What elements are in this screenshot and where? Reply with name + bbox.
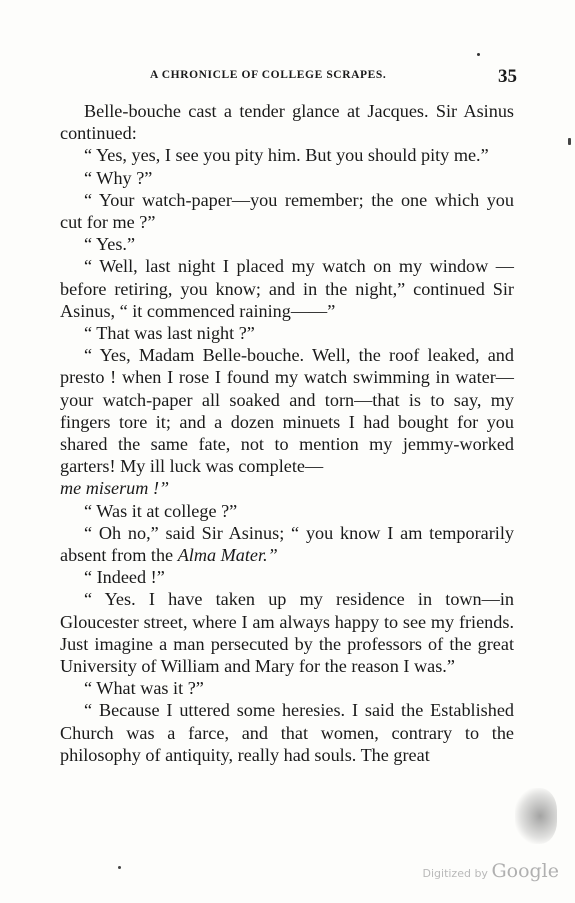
running-title: A CHRONICLE OF COLLEGE SCRAPES. bbox=[150, 69, 387, 81]
digitization-watermark bbox=[423, 860, 560, 882]
paragraph: “ Your watch-paper—you remember; the one which you cut for me ?” bbox=[60, 189, 514, 233]
paragraph-text: “ Oh no,” said Sir Asinus; “ you know I am temporarily absent from the bbox=[60, 522, 514, 566]
paragraph: “ Yes. I have taken up my residence in town—in Gloucester street, where I am always happy to see my friends. Just imagine a man persecuted by the professors of the great University of William and Mary for the reason I was.” bbox=[60, 589, 514, 677]
paragraph: “ Yes.” bbox=[84, 234, 136, 255]
paragraph: “ Because I uttered some heresies. I said the Established Church was a farce, and that women, contrary to the philosophy of antiquity, really had souls. The great bbox=[60, 700, 514, 765]
paragraph-continuation bbox=[60, 477, 514, 499]
print-speck bbox=[477, 53, 480, 56]
paragraph: “ That was last night ?” bbox=[84, 323, 255, 344]
print-speck bbox=[568, 138, 571, 145]
watermark-prefix: Digitized by bbox=[422, 867, 488, 880]
scan-smudge bbox=[515, 788, 557, 844]
latin-phrase: me miserum !” bbox=[60, 478, 170, 499]
page-header bbox=[62, 66, 517, 90]
print-speck bbox=[118, 866, 121, 869]
paragraph: “ Yes, yes, I see you pity him. But you should pity me.” bbox=[84, 145, 489, 166]
paragraph: “ Was it at college ?” bbox=[84, 500, 238, 521]
paragraph: “ Indeed !” bbox=[84, 567, 165, 588]
paragraph: “ Yes, Madam Belle-bouche. Well, the roof leaked, and presto ! when I rose I found my watch swimming in water—your watch-paper all soaked and torn—that is to say, my fingers tore it; and a dozen minuets I had bought for you shared the same fate, not to mention my jemmy-worked garters! My ill luck was complete— bbox=[60, 345, 514, 477]
page-number: 35 bbox=[498, 66, 517, 87]
paragraph: “ What was it ?” bbox=[84, 678, 204, 699]
paragraph: “ Well, last night I placed my watch on my window —before retiring, you know; and in the night,” continued Sir Asinus, “ it commenced raining——” bbox=[60, 256, 514, 321]
paragraph bbox=[60, 522, 514, 566]
body-text bbox=[60, 100, 514, 766]
watermark-brand: Google bbox=[491, 860, 559, 882]
paragraph: “ Why ?” bbox=[84, 167, 153, 188]
latin-phrase: Alma Mater.” bbox=[177, 545, 278, 566]
paragraph: Belle-bouche cast a tender glance at Jacques. Sir Asinus continued: bbox=[60, 101, 514, 144]
